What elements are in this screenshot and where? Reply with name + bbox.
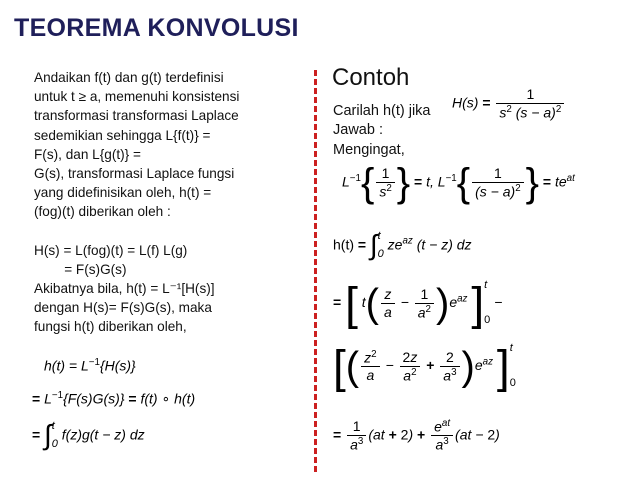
text-line: H(s) = L(fog)(t) = L(f) L(g) [34,242,188,258]
text-line [34,222,304,241]
text-line: = F(s)G(s) [34,261,127,277]
text-line: dengan H(s)= F(s)G(s), maka [34,300,212,316]
formula-convolution-product: = $L^{-1}\{F(s)G(s)\} = f(t)$ ∘ h(t) [32,390,196,407]
formula-h-of-s: H(s) = $\frac{1}{s^2 (s - a)^2}$ [452,86,566,121]
formula-convolution-integral: = ∫t 0 f(z)g(t − z) dz [32,419,145,451]
text-line: transformasi transformasi Laplace [34,108,239,124]
formula-inverse-transforms: $L^{-1}${ $\frac{1}{s^2}$ } = t, $L^{-1}${ $\frac{1}{(s - a)^2}$ } = $te^{at}$ [342,161,575,205]
text-line: untuk t ≥ a, memenuhi konsistensi [34,89,240,105]
text-line: (fog)(t) diberikan oleh : [34,204,171,220]
formula-step-one: = [ t( $\frac{z}{a}$ − $\frac{1}{a^2}$ )$e^{az}$ ]t 0 − [333,277,503,330]
text-line: G(s), transformasi Laplace fungsi [34,165,235,181]
text-line: Akibatnya bila, h(t) = L⁻¹[H(s)] [34,281,215,297]
text-line: sedemikian sehingga L{f(t)} = [34,127,211,143]
text-line: Andaikan f(t) dan g(t) terdefinisi [34,70,224,85]
contoh-heading: Contoh [332,64,410,91]
text-line: yang didefinisikan oleh, h(t) = [34,185,212,201]
formula-result: = $\frac{1}{a^3}$ (at + 2) + $\frac{e^{at}}{a^3}$ (at − 2) [333,418,500,454]
dashed-divider [314,70,317,472]
text-line: F(s), dan L{g(t)} = [34,146,141,162]
page-title: TEOREMA KONVOLUSI [14,14,299,42]
soal-label: Carilah h(t) jika [333,103,431,119]
formula-step-two: [( $\frac{z^2}{a}$ − $\frac{2z}{a^2}$ + $\frac{2}{a^3}$ )$e^{az}$ ]t 0 [333,340,516,393]
text-line: fungsi h(t) diberikan oleh, [34,319,187,335]
mengingat-label: Mengingat, [333,142,405,158]
theorem-text [34,68,304,337]
jawab-label: Jawab : [333,122,383,138]
formula-h-integral: h(t) = ∫t 0 $ze^{az}$ (t − z) dz [333,229,472,261]
formula-h-inverse: $h(t) = L^{-1}\{H(s)\}$ [44,357,136,374]
